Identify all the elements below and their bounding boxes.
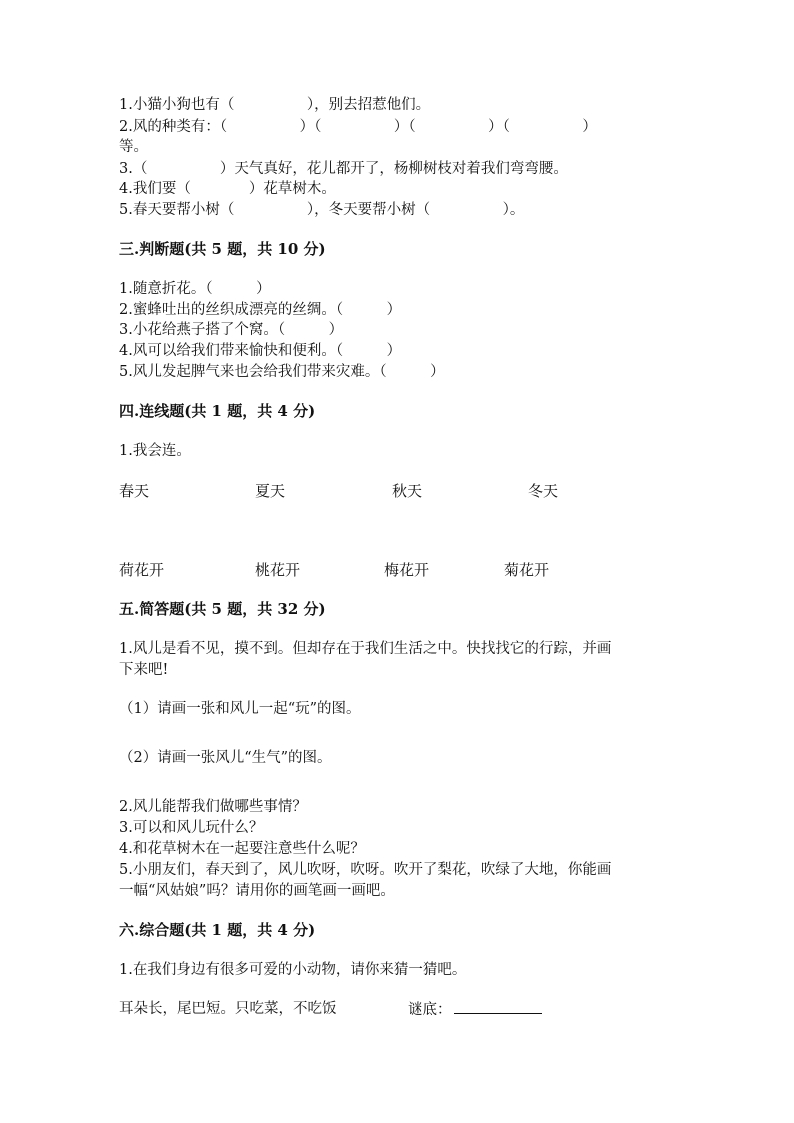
short-answer-q1: 1.风儿是看不见，摸不到。但却存在于我们生活之中。快找找它的行踪，并画 bbox=[119, 641, 612, 657]
short-answer-q5-cont: 一幅“风姑娘”吗？请用你的画笔画一画吧。 bbox=[119, 883, 395, 899]
fill-in-q5: 5.春天要帮小树（ ），冬天要帮小树（ ）。 bbox=[119, 202, 525, 218]
matching-prompt: 1.我会连。 bbox=[119, 443, 191, 459]
riddle-answer-blank[interactable] bbox=[454, 999, 542, 1014]
section-heading-matching: 四.连线题(共 1 题，共 4 分) bbox=[119, 402, 316, 420]
section-heading-judgement: 三.判断题(共 5 题，共 10 分) bbox=[119, 240, 326, 258]
judgement-item-4: 4.风可以给我们带来愉快和便利。（ ） bbox=[119, 343, 402, 359]
comprehensive-prompt: 1.在我们身边有很多可爱的小动物，请你来猜一猜吧。 bbox=[119, 962, 467, 978]
short-answer-q3: 3.可以和风儿玩什么？ bbox=[119, 820, 264, 836]
short-answer-q1-sub2: （2）请画一张风儿“生气”的图。 bbox=[119, 750, 332, 766]
short-answer-q1-cont: 下来吧! bbox=[119, 662, 169, 678]
judgement-item-1: 1.随意折花。（ ） bbox=[119, 281, 271, 297]
match-flower-plum[interactable]: 梅花开 bbox=[384, 561, 430, 579]
riddle-answer-row bbox=[408, 999, 542, 1021]
match-season-autumn[interactable]: 秋天 bbox=[392, 482, 423, 500]
judgement-item-2: 2.蜜蜂吐出的丝织成漂亮的丝绸。（ ） bbox=[119, 302, 402, 318]
judgement-item-5: 5.风儿发起脾气来也会给我们带来灾难。（ ） bbox=[119, 364, 445, 380]
match-flower-chrysanthemum[interactable]: 菊花开 bbox=[504, 561, 550, 579]
fill-in-q3: 3.（ ）天气真好，花儿都开了，杨柳树枝对着我们弯弯腰。 bbox=[119, 161, 568, 177]
match-season-winter[interactable]: 冬天 bbox=[528, 482, 559, 500]
match-season-spring[interactable]: 春天 bbox=[119, 482, 150, 500]
short-answer-q1-sub1: （1）请画一张和风儿一起“玩”的图。 bbox=[119, 701, 361, 717]
short-answer-q4: 4.和花草树木在一起要注意些什么呢？ bbox=[119, 841, 365, 857]
fill-in-q4: 4.我们要（ ）花草树木。 bbox=[119, 181, 336, 197]
fill-in-q1: 1.小猫小狗也有（ ），别去招惹他们。 bbox=[119, 97, 431, 113]
match-flower-lotus[interactable]: 荷花开 bbox=[119, 561, 165, 579]
riddle-text: 耳朵长，尾巴短。只吃菜，不吃饭 bbox=[119, 1001, 337, 1017]
match-flower-peach[interactable]: 桃花开 bbox=[255, 561, 301, 579]
section-heading-comprehensive: 六.综合题(共 1 题，共 4 分) bbox=[119, 921, 316, 939]
fill-in-q2-cont: 等。 bbox=[119, 139, 148, 155]
match-season-summer[interactable]: 夏天 bbox=[255, 482, 286, 500]
fill-in-q2: 2.风的种类有：（ ）（ ）（ ）（ ） bbox=[119, 119, 597, 135]
riddle-answer-label: 谜底： bbox=[408, 1002, 452, 1018]
judgement-item-3: 3.小花给燕子搭了个窝。（ ） bbox=[119, 322, 344, 338]
short-answer-q2: 2.风儿能帮我们做哪些事情？ bbox=[119, 799, 307, 815]
short-answer-q5: 5.小朋友们，春天到了，风儿吹呀，吹呀。吹开了梨花，吹绿了大地，你能画 bbox=[119, 862, 612, 878]
section-heading-short-answer: 五.简答题(共 5 题，共 32 分) bbox=[119, 600, 326, 618]
